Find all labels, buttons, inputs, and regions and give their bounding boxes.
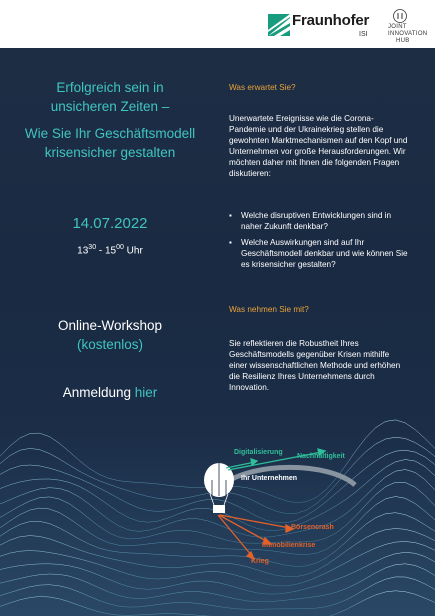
list-item: ▪ Welche Auswirkungen sind auf Ihr Geschäftsmodell denkbar und wie können Sie es krisensicher gestalten? (229, 237, 409, 270)
format-label: Online-Workshop (57, 318, 163, 333)
event-title-line4: krisensicher gestalten (44, 145, 176, 160)
hot-air-balloon-icon (204, 463, 234, 513)
joint-innovation-hub-logo-icon (392, 8, 408, 24)
expect-paragraph: Unerwartete Ereignisse wie die Corona-Pandemie und der Ukrainekrieg stellen die gewohnten Marktmechanismen auf den Kopf und Unternehmen vor große Herausforderungen. Wir möchten daher mit Ihnen die folgenden Fragen diskutieren: (229, 114, 408, 178)
takeaway-heading: Was nehmen Sie mit? (229, 305, 309, 314)
question-list (229, 210, 409, 275)
partner-line1: JOINT (388, 24, 407, 30)
logo-bar (0, 0, 435, 48)
registration (0, 385, 220, 400)
partner-line2: INNOVATION (388, 31, 428, 37)
label-ihr-unternehmen: Ihr Unternehmen (241, 475, 298, 482)
fraunhofer-logo-icon (268, 14, 290, 36)
label-digitalisierung: Digitalisierung (234, 449, 283, 456)
brand-name: Fraunhofer (292, 12, 370, 29)
label-boersencrash: Börsencrash (291, 524, 334, 531)
label-krieg: Krieg (251, 558, 269, 565)
partner-line3: HUB (396, 38, 410, 44)
event-title-line1: Erfolgreich sein in (56, 80, 164, 95)
cost-label: (kostenlos) (76, 337, 144, 352)
event-date: 14.07.2022 (72, 215, 148, 232)
event-title-line2: unsicheren Zeiten – (50, 99, 170, 114)
registration-label: Anmeldung (62, 385, 135, 400)
event-title-line3: Wie Sie Ihr Geschäftsmodell (24, 126, 196, 141)
list-item: ▪ Welche disruptiven Entwicklungen sind in naher Zukunft denkbar? (229, 210, 409, 232)
registration-link[interactable]: hier (134, 385, 158, 400)
expect-heading: Was erwartet Sie? (229, 83, 296, 92)
event-time: $13^{30} - 15^{00}$ Uhr (77, 244, 143, 257)
brand-sub: ISI (359, 31, 368, 38)
label-immobilienkrise: Immobilienkrise (262, 542, 316, 549)
event-format (0, 316, 220, 354)
label-nachhaltigkeit: Nachhaltigkeit (297, 453, 345, 460)
takeaway-paragraph: Sie reflektieren die Robustheit Ihres Geschäftsmodells gegenüber Krisen mithilfe einer wissenschaftlichen Methode und erhöhen die Resilienz Ihres Unternehmens durch Innovation. (229, 339, 401, 392)
